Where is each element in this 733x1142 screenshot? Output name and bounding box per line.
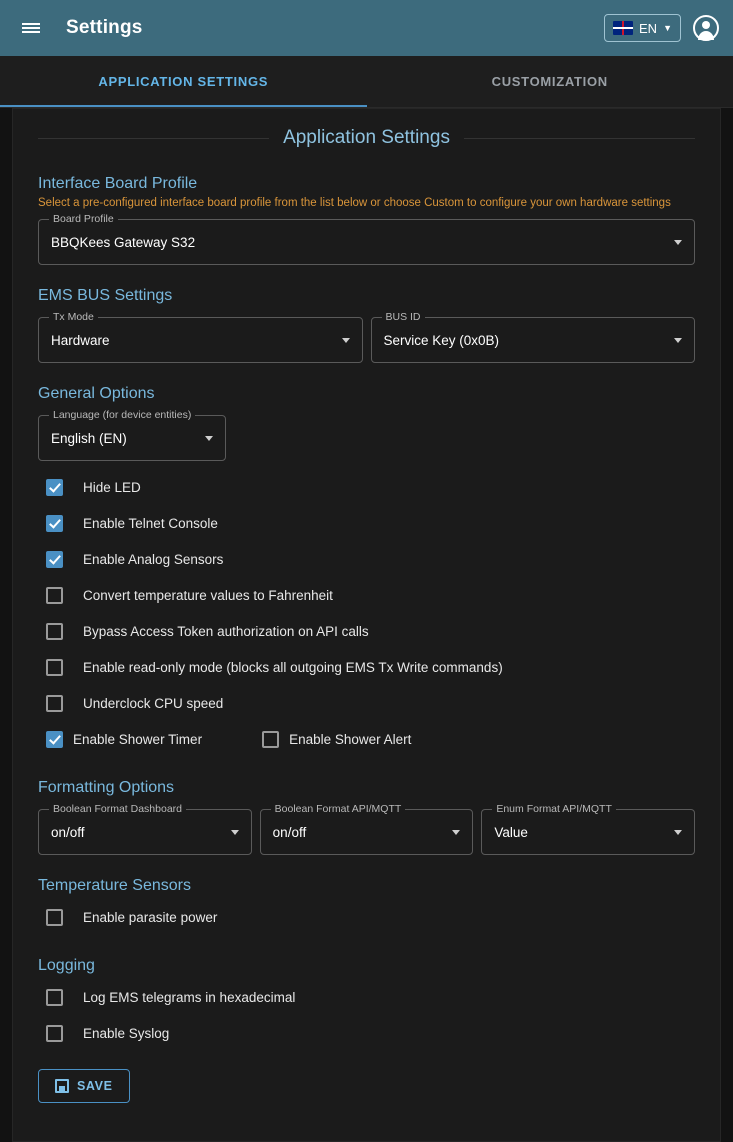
select-boolean-format-api-mqtt[interactable]: [260, 803, 474, 855]
content-area: [0, 108, 733, 1142]
field-value: on/off: [51, 824, 85, 840]
select-tx-mode[interactable]: [38, 311, 363, 363]
page-title: Settings: [66, 17, 143, 38]
checkbox-label: Hide LED: [83, 479, 141, 495]
select-bus-id[interactable]: [371, 311, 696, 363]
general-options-checkbox-list: [38, 469, 695, 757]
field-value: on/off: [272, 824, 307, 840]
select-board-profile[interactable]: [38, 213, 695, 265]
settings-card: [12, 108, 721, 1142]
section-title-formatting-options: Formatting Options: [38, 779, 175, 796]
chevron-down-icon: [452, 830, 460, 835]
checkbox-convert-fahrenheit[interactable]: [46, 587, 63, 604]
checkbox-row-parasite-power[interactable]: [38, 899, 695, 935]
checkbox-label: Log EMS telegrams in hexadecimal: [83, 989, 296, 1005]
app-bar-actions: [604, 14, 719, 42]
checkbox-row-shower: [38, 721, 695, 757]
section-header-application-settings: [38, 127, 695, 149]
checkbox-label: Bypass Access Token authorization on API calls: [83, 623, 369, 639]
tab-label: APPLICATION SETTINGS: [98, 74, 269, 89]
language-field-wrap: [38, 409, 226, 461]
section-title-temperature-sensors: Temperature Sensors: [38, 877, 191, 894]
checkbox-row-convert-fahrenheit[interactable]: [38, 577, 695, 613]
checkbox-row-enable-telnet-console[interactable]: [38, 505, 695, 541]
chevron-down-icon: [231, 830, 239, 835]
section-title-logging: Logging: [38, 957, 95, 974]
field-value: Hardware: [51, 332, 110, 348]
save-button[interactable]: [38, 1069, 130, 1103]
field-label: Tx Mode: [49, 311, 98, 323]
checkbox-read-only-mode[interactable]: [46, 659, 63, 676]
checkbox-bypass-access-token[interactable]: [46, 623, 63, 640]
divider-right: [464, 138, 695, 139]
chevron-down-icon: [205, 436, 213, 441]
tab-customization[interactable]: [367, 56, 733, 107]
divider-left: [38, 138, 269, 139]
checkbox-row-read-only-mode[interactable]: [38, 649, 695, 685]
checkbox-row-log-hex[interactable]: [38, 979, 695, 1015]
checkbox-label: Enable Shower Timer: [73, 731, 203, 747]
chevron-down-icon: [674, 830, 682, 835]
checkbox-label: Enable Telnet Console: [83, 515, 218, 531]
formatting-fields: [38, 803, 695, 855]
field-label: Boolean Format API/MQTT: [271, 803, 406, 815]
checkbox-underclock-cpu[interactable]: [46, 695, 63, 712]
checkbox-enable-shower-alert[interactable]: [262, 731, 279, 748]
field-value: Service Key (0x0B): [383, 332, 500, 348]
ems-bus-fields: [38, 311, 695, 363]
checkbox-row-hide-led[interactable]: [38, 469, 695, 505]
checkbox-hide-led[interactable]: [46, 479, 63, 496]
field-value: Value: [494, 824, 528, 840]
language-selector[interactable]: [604, 14, 681, 42]
account-circle-icon[interactable]: [693, 15, 719, 41]
checkbox-row-bypass-access-token[interactable]: [38, 613, 695, 649]
section-title-interface-board-profile: Interface Board Profile: [38, 175, 198, 192]
tab-label: CUSTOMIZATION: [491, 74, 608, 89]
checkbox-label: Enable Analog Sensors: [83, 551, 224, 567]
save-button-label: SAVE: [77, 1079, 113, 1093]
save-disk-icon: [55, 1079, 69, 1093]
field-label: Board Profile: [49, 213, 118, 225]
select-boolean-format-dashboard[interactable]: [38, 803, 252, 855]
checkbox-label: Enable parasite power: [83, 909, 218, 925]
field-value: BBQKees Gateway S32: [51, 234, 196, 250]
field-label: Enum Format API/MQTT: [492, 803, 616, 815]
checkbox-row-enable-syslog[interactable]: [38, 1015, 695, 1051]
section-title-ems-bus-settings: EMS BUS Settings: [38, 287, 173, 304]
checkbox-row-underclock-cpu[interactable]: [38, 685, 695, 721]
checkbox-enable-analog-sensors[interactable]: [46, 551, 63, 568]
checkbox-label: Underclock CPU speed: [83, 695, 224, 711]
chevron-down-icon: [674, 338, 682, 343]
hamburger-menu-icon[interactable]: [14, 11, 48, 45]
section-title-general-options: General Options: [38, 385, 155, 402]
flag-gb-icon: [613, 21, 633, 35]
select-enum-format-api-mqtt[interactable]: [481, 803, 695, 855]
checkbox-enable-parasite-power[interactable]: [46, 909, 63, 926]
card-title: Application Settings: [283, 127, 450, 148]
language-code: EN: [639, 20, 658, 36]
app-bar: [0, 0, 733, 56]
field-label: Language (for device entities): [49, 409, 195, 421]
checkbox-label: Enable read-only mode (blocks all outgoing EMS Tx Write commands): [83, 659, 503, 675]
checkbox-enable-shower-timer[interactable]: [46, 731, 63, 748]
checkbox-label: Enable Shower Alert: [289, 731, 412, 747]
checkbox-row-enable-analog-sensors[interactable]: [38, 541, 695, 577]
chevron-down-icon: [674, 240, 682, 245]
field-value: English (EN): [51, 430, 127, 446]
checkbox-label: Convert temperature values to Fahrenheit: [83, 587, 333, 603]
tab-bar: [0, 56, 733, 108]
field-label: BUS ID: [382, 311, 425, 323]
section-description-interface-board-profile: Select a pre-configured interface board profile from the list below or choose Custom to configure your own hardware settings: [38, 197, 671, 209]
chevron-down-icon: [342, 338, 350, 343]
tab-application-settings[interactable]: [0, 56, 367, 107]
select-device-language[interactable]: [38, 409, 226, 461]
checkbox-enable-telnet-console[interactable]: [46, 515, 63, 532]
checkbox-enable-syslog[interactable]: [46, 1025, 63, 1042]
field-label: Boolean Format Dashboard: [49, 803, 186, 815]
checkbox-log-ems-telegrams-hex[interactable]: [46, 989, 63, 1006]
checkbox-label: Enable Syslog: [83, 1025, 170, 1041]
chevron-down-icon: ▼: [663, 23, 672, 33]
